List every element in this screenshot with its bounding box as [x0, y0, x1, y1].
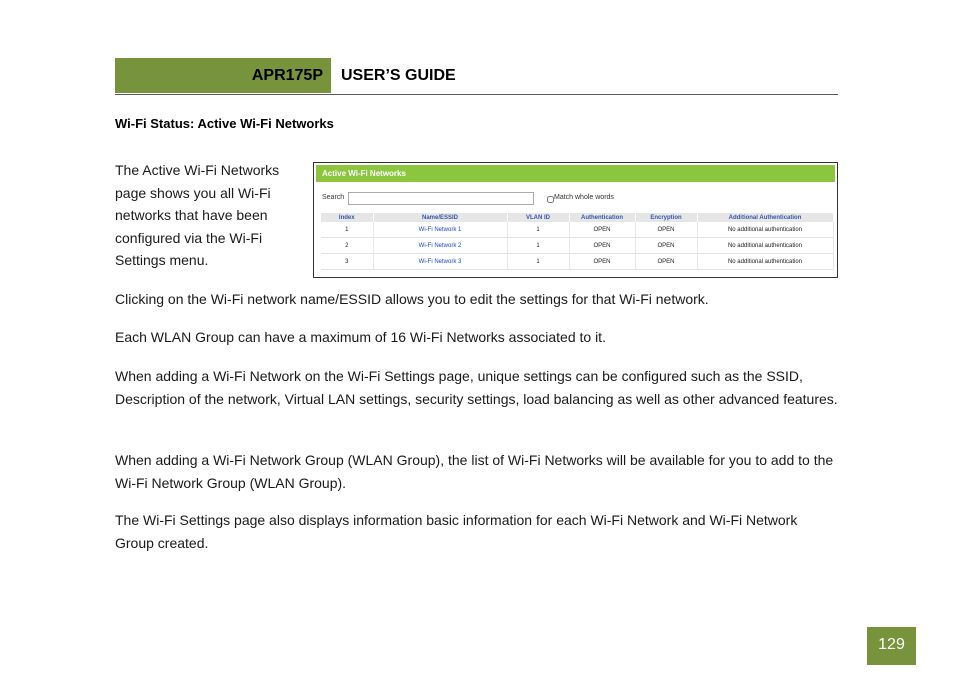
column-header-name-essid[interactable]: Name/ESSID — [373, 213, 507, 222]
networks-table — [321, 213, 834, 270]
cell-index: 3 — [321, 254, 373, 270]
cell-index: 1 — [321, 222, 373, 238]
cell-vlan-id: 1 — [507, 238, 569, 254]
column-header-index[interactable]: Index — [321, 213, 373, 222]
table-row — [321, 238, 833, 254]
cell-additional-authentication: No additional authentication — [697, 238, 833, 254]
cell-authentication: OPEN — [569, 254, 635, 270]
cell-encryption: OPEN — [635, 254, 697, 270]
cell-encryption: OPEN — [635, 238, 697, 254]
column-header-additional-authentication[interactable]: Additional Authentication — [697, 213, 833, 222]
section-title: Wi-Fi Status: Active Wi-Fi Networks — [115, 116, 334, 131]
page-header — [115, 58, 838, 95]
cell-additional-authentication: No additional authentication — [697, 222, 833, 238]
network-name-link[interactable]: Wi-Fi Network 1 — [373, 222, 507, 238]
header-model-label: APR175P — [115, 58, 331, 93]
table-header-row — [321, 213, 833, 222]
network-name-link[interactable]: Wi-Fi Network 3 — [373, 254, 507, 270]
search-label: Search — [322, 194, 345, 201]
column-header-vlan-id[interactable]: VLAN ID — [507, 213, 569, 222]
column-header-encryption[interactable]: Encryption — [635, 213, 697, 222]
panel-title: Active Wi-Fi Networks — [316, 165, 835, 182]
page-number: 129 — [867, 627, 916, 665]
cell-vlan-id: 1 — [507, 254, 569, 270]
cell-encryption: OPEN — [635, 222, 697, 238]
cell-authentication: OPEN — [569, 238, 635, 254]
body-paragraph: When adding a Wi-Fi Network Group (WLAN Group), the list of Wi-Fi Networks will be available for you to add to the Wi-Fi Network Group (WLAN Group). — [115, 452, 834, 491]
body-paragraph: The Wi-Fi Settings page also displays information basic information for each Wi-Fi Network and Wi-Fi Network Group created. — [115, 512, 798, 551]
body-paragraph: Clicking on the Wi-Fi network name/ESSID allows you to edit the settings for that Wi-Fi network. — [115, 291, 709, 307]
network-name-link[interactable]: Wi-Fi Network 2 — [373, 238, 507, 254]
table-row — [321, 222, 833, 238]
active-wifi-networks-screenshot — [313, 162, 838, 278]
cell-authentication: OPEN — [569, 222, 635, 238]
cell-additional-authentication: No additional authentication — [697, 254, 833, 270]
body-paragraph: Each WLAN Group can have a maximum of 16 Wi-Fi Networks associated to it. — [115, 329, 606, 345]
table-row — [321, 254, 833, 270]
cell-index: 2 — [321, 238, 373, 254]
search-input[interactable] — [348, 192, 534, 205]
column-header-authentication[interactable]: Authentication — [569, 213, 635, 222]
body-paragraph: When adding a Wi-Fi Network on the Wi-Fi Settings page, unique settings can be configured such as the SSID, Description of the network, Virtual LAN settings, security settings, load balancing as well as other advanced features. — [115, 368, 838, 407]
match-whole-words-label: Match whole words — [554, 194, 614, 201]
intro-paragraph: The Active Wi-Fi Networks page shows you all Wi-Fi networks that have been configured via the Wi-Fi Settings menu. — [115, 162, 280, 268]
cell-vlan-id: 1 — [507, 222, 569, 238]
match-whole-words-checkbox[interactable] — [547, 196, 554, 203]
header-guide-title: USER’S GUIDE — [341, 67, 456, 84]
